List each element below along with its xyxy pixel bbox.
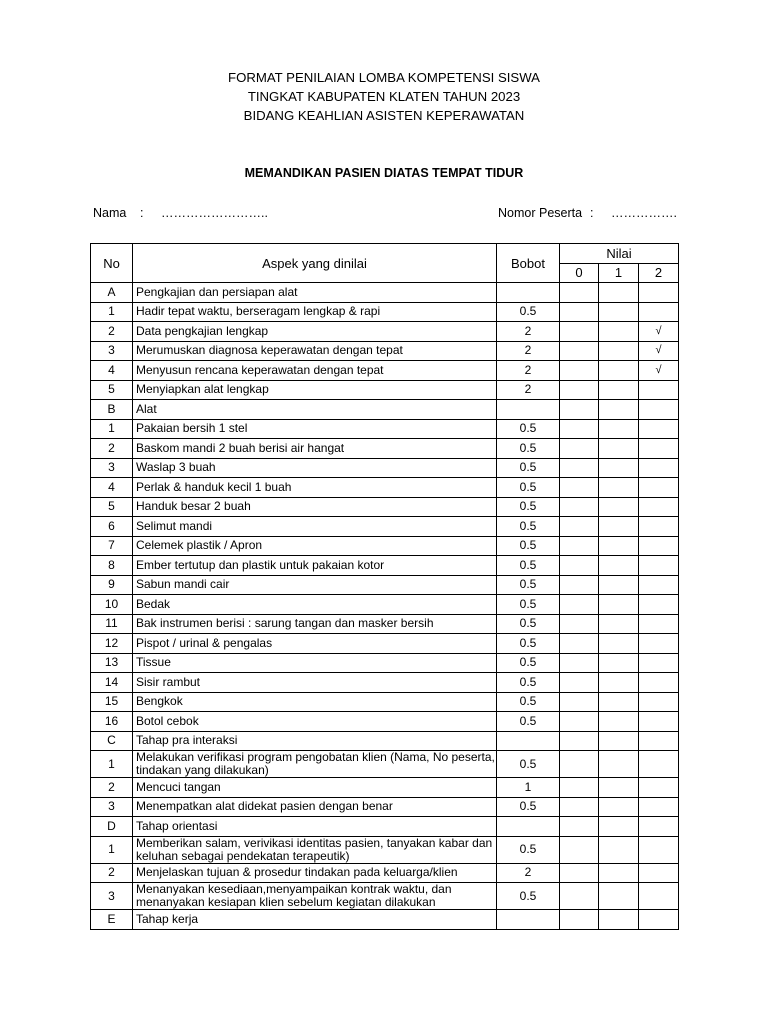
row-no: 10 <box>91 595 133 615</box>
row-bobot: 0.5 <box>497 439 560 459</box>
score-cell-0[interactable] <box>560 302 599 322</box>
score-cell-1[interactable] <box>599 380 639 400</box>
score-cell-2[interactable] <box>639 302 679 322</box>
score-cell-0[interactable] <box>560 910 599 930</box>
score-cell-1[interactable] <box>599 575 639 595</box>
header-line-2: TINGKAT KABUPATEN KLATEN TAHUN 2023 <box>247 89 521 104</box>
table-row <box>91 556 679 576</box>
score-cell-0[interactable] <box>560 731 599 751</box>
row-bobot: 0.5 <box>497 883 560 910</box>
score-cell-0[interactable] <box>560 458 599 478</box>
row-bobot: 2 <box>497 322 560 342</box>
score-cell-1[interactable] <box>599 400 639 420</box>
row-no: 14 <box>91 673 133 693</box>
table-row <box>91 380 679 400</box>
column-header-bobot: Bobot <box>497 244 560 283</box>
row-bobot: 2 <box>497 361 560 381</box>
score-cell-0[interactable] <box>560 575 599 595</box>
row-aspek: Selimut mandi <box>133 517 497 537</box>
score-cell-1[interactable] <box>599 751 639 778</box>
row-no: 1 <box>91 751 133 778</box>
row-aspek: Sisir rambut <box>133 673 497 693</box>
score-cell-2[interactable] <box>639 614 679 634</box>
row-bobot: 0.5 <box>497 836 560 863</box>
row-no: 2 <box>91 322 133 342</box>
score-cell-2[interactable] <box>639 575 679 595</box>
assessment-table <box>90 243 679 930</box>
table-row <box>91 778 679 798</box>
score-cell-2[interactable] <box>639 817 679 837</box>
score-cell-1[interactable] <box>599 458 639 478</box>
row-no: A <box>91 283 133 303</box>
table-row <box>91 497 679 517</box>
score-cell-1[interactable] <box>599 797 639 817</box>
table-row <box>91 614 679 634</box>
score-cell-1[interactable] <box>599 302 639 322</box>
row-no: 9 <box>91 575 133 595</box>
column-header-aspek: Aspek yang dinilai <box>133 244 497 283</box>
column-header-no: No <box>91 244 133 283</box>
score-cell-0[interactable] <box>560 400 599 420</box>
score-cell-1[interactable] <box>599 910 639 930</box>
score-cell-2[interactable] <box>639 556 679 576</box>
column-header-nilai: Nilai <box>560 244 679 264</box>
row-bobot: 0.5 <box>497 497 560 517</box>
score-cell-0[interactable] <box>560 556 599 576</box>
table-row <box>91 517 679 537</box>
score-cell-0[interactable] <box>560 517 599 537</box>
nama-field[interactable]: …………………….. <box>161 206 268 220</box>
row-bobot <box>497 400 560 420</box>
table-row <box>91 322 679 342</box>
table-row <box>91 673 679 693</box>
score-cell-1[interactable] <box>599 863 639 883</box>
row-aspek: Alat <box>133 400 497 420</box>
score-cell-0[interactable] <box>560 836 599 863</box>
table-row <box>91 863 679 883</box>
row-no: 2 <box>91 778 133 798</box>
score-cell-0[interactable] <box>560 712 599 732</box>
row-no: 3 <box>91 341 133 361</box>
row-bobot: 0.5 <box>497 673 560 693</box>
score-cell-2[interactable] <box>639 380 679 400</box>
score-cell-1[interactable] <box>599 653 639 673</box>
row-bobot: 0.5 <box>497 653 560 673</box>
score-cell-2[interactable] <box>639 910 679 930</box>
row-aspek: Pengkajian dan persiapan alat <box>133 283 497 303</box>
score-cell-1[interactable] <box>599 322 639 342</box>
score-cell-2[interactable] <box>639 536 679 556</box>
section-row <box>91 731 679 751</box>
score-cell-0[interactable] <box>560 497 599 517</box>
row-no: 3 <box>91 797 133 817</box>
row-aspek: Tahap kerja <box>133 910 497 930</box>
score-cell-2[interactable] <box>639 751 679 778</box>
row-no: E <box>91 910 133 930</box>
row-no: 2 <box>91 863 133 883</box>
score-cell-2[interactable] <box>639 673 679 693</box>
table-row <box>91 536 679 556</box>
score-cell-2[interactable] <box>639 595 679 615</box>
score-cell-1[interactable] <box>599 778 639 798</box>
score-cell-1[interactable] <box>599 341 639 361</box>
row-no: 1 <box>91 302 133 322</box>
column-header-nilai-0: 0 <box>560 263 599 283</box>
row-aspek: Ember tertutup dan plastik untuk pakaian kotor <box>133 556 497 576</box>
table-row <box>91 361 679 381</box>
row-aspek: Waslap 3 buah <box>133 458 497 478</box>
document-header <box>0 68 768 125</box>
score-cell-1[interactable] <box>599 634 639 654</box>
nomor-peserta-field[interactable]: ……………. <box>611 206 677 220</box>
score-cell-2[interactable] <box>639 863 679 883</box>
row-bobot: 0.5 <box>497 458 560 478</box>
row-no: D <box>91 817 133 837</box>
row-aspek: Bedak <box>133 595 497 615</box>
row-aspek: Bak instrumen berisi : sarung tangan dan masker bersih <box>133 614 497 634</box>
row-no: 11 <box>91 614 133 634</box>
score-cell-2-checked[interactable]: √ <box>639 341 679 361</box>
score-cell-1[interactable] <box>599 361 639 381</box>
row-bobot: 0.5 <box>497 634 560 654</box>
column-header-nilai-2: 2 <box>639 263 679 283</box>
row-no: C <box>91 731 133 751</box>
row-bobot: 0.5 <box>497 478 560 498</box>
score-cell-1[interactable] <box>599 497 639 517</box>
score-cell-2[interactable] <box>639 653 679 673</box>
score-cell-2[interactable] <box>639 283 679 303</box>
table-row <box>91 478 679 498</box>
score-cell-2[interactable] <box>639 439 679 459</box>
score-cell-0[interactable] <box>560 595 599 615</box>
nama-separator: : <box>140 206 144 220</box>
score-cell-0[interactable] <box>560 380 599 400</box>
score-cell-2-checked[interactable]: √ <box>639 361 679 381</box>
score-cell-0[interactable] <box>560 692 599 712</box>
row-aspek: Menanyakan kesediaan,menyampaikan kontrak waktu, dan menanyakan kesiapan klien sebelum kegiatan dilakukan <box>133 883 497 910</box>
score-cell-0[interactable] <box>560 817 599 837</box>
table-row <box>91 341 679 361</box>
row-no: 16 <box>91 712 133 732</box>
score-cell-2[interactable] <box>639 883 679 910</box>
row-bobot: 0.5 <box>497 536 560 556</box>
table-row <box>91 302 679 322</box>
row-aspek: Menempatkan alat didekat pasien dengan benar <box>133 797 497 817</box>
row-no: 12 <box>91 634 133 654</box>
score-cell-0[interactable] <box>560 653 599 673</box>
table-row <box>91 883 679 910</box>
table-row <box>91 575 679 595</box>
row-aspek: Handuk besar 2 buah <box>133 497 497 517</box>
row-aspek: Bengkok <box>133 692 497 712</box>
row-bobot: 0.5 <box>497 692 560 712</box>
row-bobot: 0.5 <box>497 614 560 634</box>
score-cell-0[interactable] <box>560 322 599 342</box>
score-cell-1[interactable] <box>599 556 639 576</box>
row-bobot: 2 <box>497 341 560 361</box>
table-row <box>91 595 679 615</box>
score-cell-1[interactable] <box>599 731 639 751</box>
row-no: 4 <box>91 478 133 498</box>
row-aspek: Pakaian bersih 1 stel <box>133 419 497 439</box>
row-bobot <box>497 731 560 751</box>
row-bobot: 0.5 <box>497 419 560 439</box>
score-cell-1[interactable] <box>599 517 639 537</box>
score-cell-0[interactable] <box>560 778 599 798</box>
score-cell-2[interactable] <box>639 836 679 863</box>
score-cell-1[interactable] <box>599 536 639 556</box>
row-bobot: 0.5 <box>497 751 560 778</box>
row-bobot: 0.5 <box>497 712 560 732</box>
row-no: B <box>91 400 133 420</box>
nama-label: Nama <box>93 206 127 220</box>
score-cell-0[interactable] <box>560 439 599 459</box>
table-row <box>91 751 679 778</box>
table-row <box>91 458 679 478</box>
score-cell-1[interactable] <box>599 614 639 634</box>
row-aspek: Data pengkajian lengkap <box>133 322 497 342</box>
score-cell-2[interactable] <box>639 692 679 712</box>
row-no: 3 <box>91 883 133 910</box>
score-cell-1[interactable] <box>599 595 639 615</box>
score-cell-1[interactable] <box>599 478 639 498</box>
row-aspek: Tahap orientasi <box>133 817 497 837</box>
row-bobot: 0.5 <box>497 797 560 817</box>
score-cell-2-checked[interactable]: √ <box>639 322 679 342</box>
row-no: 7 <box>91 536 133 556</box>
row-aspek: Hadir tepat waktu, berseragam lengkap & rapi <box>133 302 497 322</box>
row-no: 13 <box>91 653 133 673</box>
score-cell-0[interactable] <box>560 536 599 556</box>
table-row <box>91 836 679 863</box>
row-no: 4 <box>91 361 133 381</box>
score-cell-0[interactable] <box>560 751 599 778</box>
score-cell-1[interactable] <box>599 712 639 732</box>
score-cell-1[interactable] <box>599 883 639 910</box>
header-line-1: FORMAT PENILAIAN LOMBA KOMPETENSI SISWA <box>228 70 540 85</box>
row-aspek: Menjelaskan tujuan & prosedur tindakan pada keluarga/klien <box>133 863 497 883</box>
score-cell-2[interactable] <box>639 797 679 817</box>
row-aspek: Baskom mandi 2 buah berisi air hangat <box>133 439 497 459</box>
row-bobot: 0.5 <box>497 517 560 537</box>
row-bobot <box>497 817 560 837</box>
score-cell-0[interactable] <box>560 341 599 361</box>
row-bobot: 0.5 <box>497 556 560 576</box>
row-bobot <box>497 910 560 930</box>
score-cell-1[interactable] <box>599 419 639 439</box>
score-cell-0[interactable] <box>560 863 599 883</box>
row-aspek: Merumuskan diagnosa keperawatan dengan tepat <box>133 341 497 361</box>
row-bobot: 2 <box>497 380 560 400</box>
score-cell-1[interactable] <box>599 439 639 459</box>
score-cell-1[interactable] <box>599 836 639 863</box>
table-row <box>91 712 679 732</box>
score-cell-1[interactable] <box>599 692 639 712</box>
score-cell-2[interactable] <box>639 497 679 517</box>
row-aspek: Menyusun rencana keperawatan dengan tepat <box>133 361 497 381</box>
row-no: 3 <box>91 458 133 478</box>
row-aspek: Mencuci tangan <box>133 778 497 798</box>
row-aspek: Pispot / urinal & pengalas <box>133 634 497 654</box>
row-bobot: 1 <box>497 778 560 798</box>
table-row <box>91 634 679 654</box>
table-row <box>91 653 679 673</box>
row-aspek: Tahap pra interaksi <box>133 731 497 751</box>
row-no: 8 <box>91 556 133 576</box>
table-row <box>91 439 679 459</box>
row-no: 5 <box>91 380 133 400</box>
table-row <box>91 419 679 439</box>
score-cell-2[interactable] <box>639 478 679 498</box>
score-cell-2[interactable] <box>639 731 679 751</box>
nomor-peserta-separator: : <box>590 206 594 220</box>
score-cell-2[interactable] <box>639 458 679 478</box>
score-cell-0[interactable] <box>560 361 599 381</box>
score-cell-2[interactable] <box>639 400 679 420</box>
row-aspek: Tissue <box>133 653 497 673</box>
row-no: 1 <box>91 419 133 439</box>
row-aspek: Botol cebok <box>133 712 497 732</box>
score-cell-2[interactable] <box>639 712 679 732</box>
procedure-title: MEMANDIKAN PASIEN DIATAS TEMPAT TIDUR <box>244 166 524 180</box>
section-row <box>91 400 679 420</box>
row-no: 5 <box>91 497 133 517</box>
score-cell-2[interactable] <box>639 778 679 798</box>
row-aspek: Melakukan verifikasi program pengobatan klien (Nama, No peserta, tindakan yang dilakukan) <box>133 751 497 778</box>
score-cell-2[interactable] <box>639 517 679 537</box>
score-cell-0[interactable] <box>560 614 599 634</box>
table-row <box>91 692 679 712</box>
row-aspek: Sabun mandi cair <box>133 575 497 595</box>
score-cell-1[interactable] <box>599 283 639 303</box>
header-line-3: BIDANG KEAHLIAN ASISTEN KEPERAWATAN <box>243 108 525 123</box>
table-row <box>91 797 679 817</box>
score-cell-0[interactable] <box>560 283 599 303</box>
row-bobot: 2 <box>497 863 560 883</box>
score-cell-1[interactable] <box>599 673 639 693</box>
row-no: 6 <box>91 517 133 537</box>
score-cell-2[interactable] <box>639 419 679 439</box>
row-aspek: Perlak & handuk kecil 1 buah <box>133 478 497 498</box>
score-cell-0[interactable] <box>560 797 599 817</box>
row-no: 2 <box>91 439 133 459</box>
row-bobot <box>497 283 560 303</box>
row-bobot: 0.5 <box>497 595 560 615</box>
row-bobot: 0.5 <box>497 302 560 322</box>
section-row <box>91 910 679 930</box>
score-cell-0[interactable] <box>560 419 599 439</box>
row-no: 15 <box>91 692 133 712</box>
score-cell-0[interactable] <box>560 634 599 654</box>
score-cell-1[interactable] <box>599 817 639 837</box>
row-aspek: Menyiapkan alat lengkap <box>133 380 497 400</box>
section-row <box>91 283 679 303</box>
row-aspek: Memberikan salam, verivikasi identitas pasien, tanyakan kabar dan keluhan sebagai pendekatan terapeutik) <box>133 836 497 863</box>
score-cell-0[interactable] <box>560 478 599 498</box>
score-cell-2[interactable] <box>639 634 679 654</box>
score-cell-0[interactable] <box>560 673 599 693</box>
nomor-peserta-label: Nomor Peserta <box>498 206 583 220</box>
row-no: 1 <box>91 836 133 863</box>
score-cell-0[interactable] <box>560 883 599 910</box>
row-aspek: Celemek plastik / Apron <box>133 536 497 556</box>
column-header-nilai-1: 1 <box>599 263 639 283</box>
section-row <box>91 817 679 837</box>
row-bobot: 0.5 <box>497 575 560 595</box>
